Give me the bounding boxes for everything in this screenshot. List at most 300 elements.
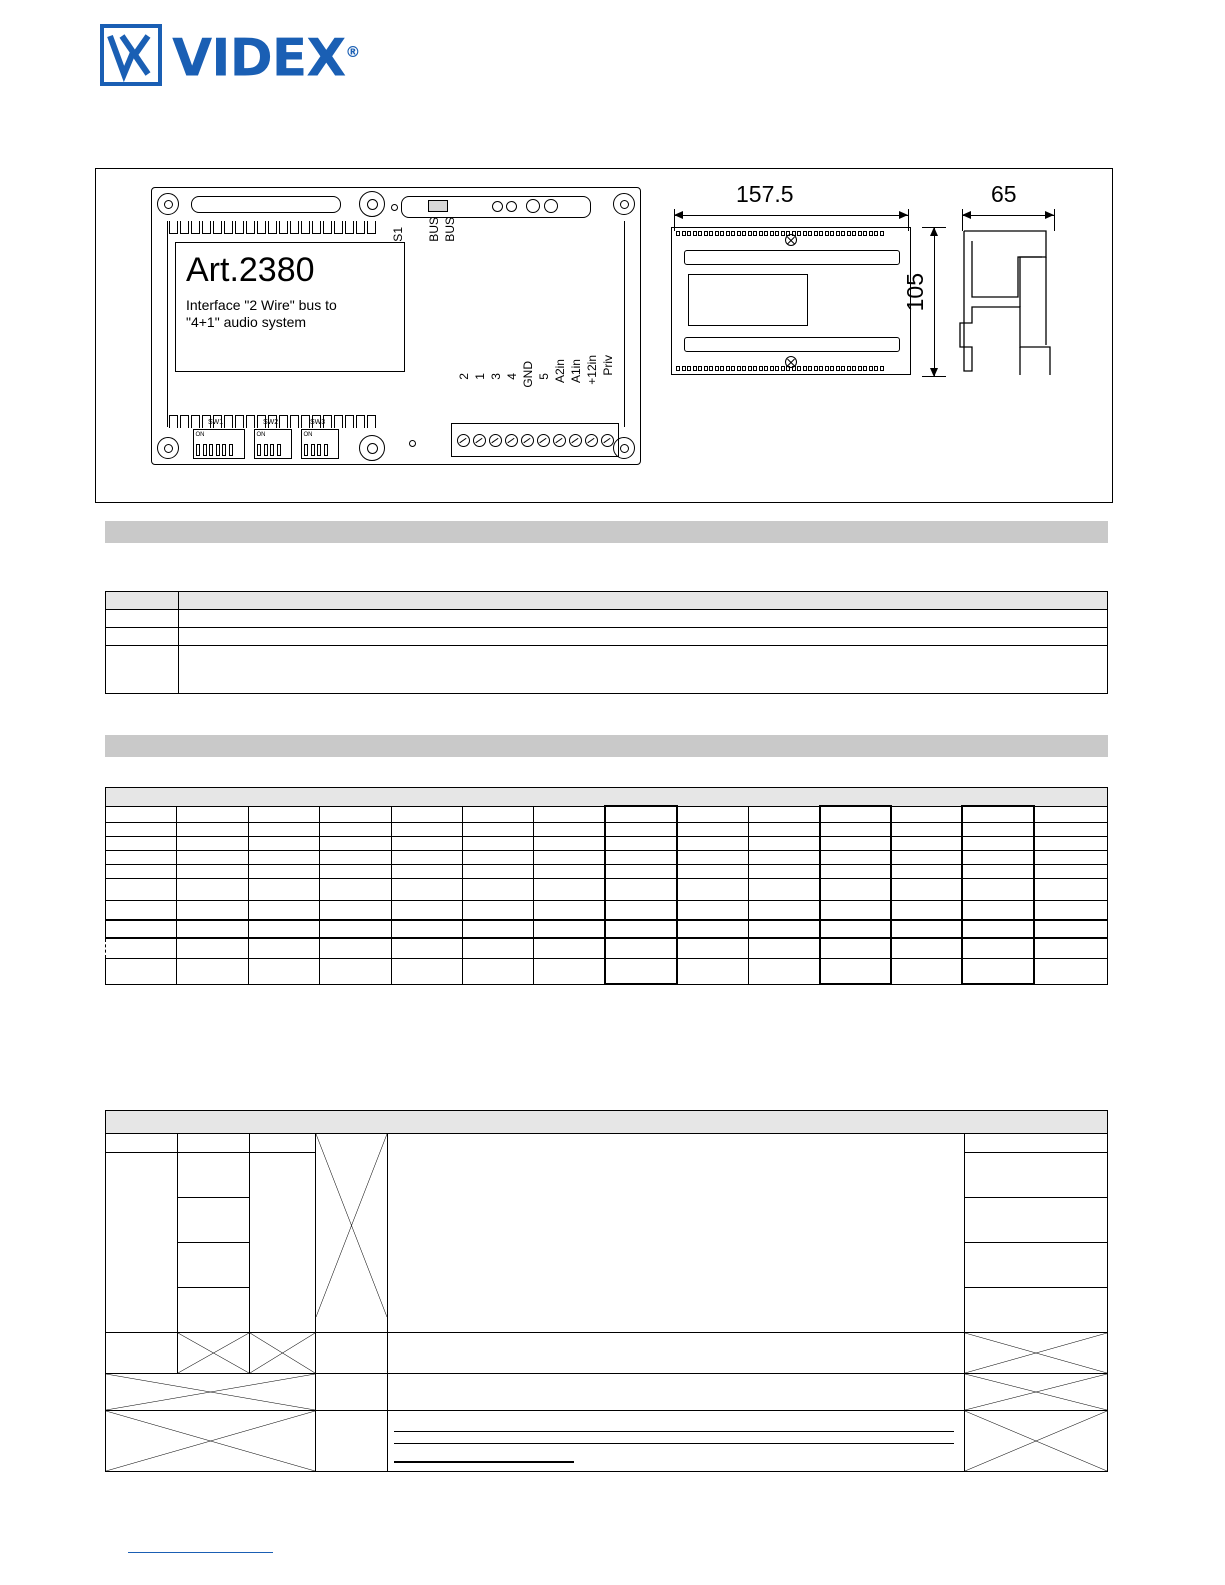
label-bus-top: BUS bbox=[427, 217, 441, 242]
table-cell bbox=[463, 850, 534, 864]
terminal-screw-icon bbox=[553, 434, 566, 447]
table-subheader-row bbox=[106, 806, 1108, 822]
dimension-width-value: 157.5 bbox=[736, 181, 794, 207]
table-cell-highlight bbox=[820, 938, 891, 958]
table-cell-highlight bbox=[962, 836, 1033, 850]
table-cell bbox=[748, 836, 819, 850]
table-cell bbox=[1034, 806, 1108, 822]
table-cell-crossed bbox=[250, 1333, 316, 1374]
table-cell bbox=[748, 900, 819, 920]
table-cell bbox=[677, 836, 748, 850]
table-cell bbox=[391, 864, 462, 878]
terminal-label-1: 1 bbox=[473, 373, 487, 380]
table-cell bbox=[891, 920, 962, 938]
table-cell-crossed bbox=[965, 1333, 1108, 1374]
dip-on-label: ON bbox=[256, 431, 266, 438]
table-cell bbox=[178, 1288, 250, 1333]
terminal-label-2: 2 bbox=[457, 373, 471, 380]
text-rule-bold bbox=[394, 1461, 574, 1463]
pin-row-bottom bbox=[676, 366, 884, 371]
table-row bbox=[106, 1374, 1108, 1411]
table-cell bbox=[178, 1134, 250, 1153]
terminal-label-a1in: A1in bbox=[569, 359, 583, 384]
table-cell bbox=[748, 864, 819, 878]
table-row-dashed bbox=[106, 938, 1108, 958]
dip-levers[interactable] bbox=[304, 444, 328, 456]
terminal-hole-icon bbox=[544, 199, 558, 213]
table-cell bbox=[677, 920, 748, 938]
table-cell bbox=[463, 920, 534, 938]
table-cell bbox=[106, 1134, 178, 1153]
table-cell-description bbox=[388, 1333, 965, 1374]
table-cell-highlight bbox=[820, 864, 891, 878]
table-cell bbox=[677, 878, 748, 900]
table-cell bbox=[391, 938, 462, 958]
table-cell bbox=[391, 958, 462, 984]
terminal-screw-icon bbox=[457, 434, 470, 447]
table-cell bbox=[891, 864, 962, 878]
table-row bbox=[106, 864, 1108, 878]
screw-icon bbox=[157, 193, 179, 215]
table-row bbox=[106, 900, 1108, 920]
table-cell-highlight bbox=[820, 920, 891, 938]
table-row bbox=[106, 1134, 1108, 1153]
table-cell bbox=[1034, 836, 1108, 850]
dip-switch-sw3-label: SW3 bbox=[310, 419, 326, 426]
table-cell bbox=[534, 900, 605, 920]
dip-switch-sw1-label: SW1 bbox=[208, 419, 224, 426]
table-cell-crossed bbox=[178, 1333, 250, 1374]
table-cell bbox=[748, 958, 819, 984]
table-cell bbox=[677, 850, 748, 864]
table-cell bbox=[463, 836, 534, 850]
table-cell bbox=[534, 878, 605, 900]
jumper-block bbox=[428, 200, 448, 212]
vent-slot bbox=[191, 196, 341, 213]
screw-icon bbox=[613, 193, 635, 215]
table-cell bbox=[177, 836, 248, 850]
table-cell bbox=[891, 806, 962, 822]
screw-icon bbox=[785, 356, 797, 368]
table-cell bbox=[106, 938, 177, 958]
dimension-line-height bbox=[934, 227, 935, 377]
table-cell bbox=[534, 836, 605, 850]
table-cell-crossed bbox=[106, 1411, 316, 1472]
table-cell-highlight bbox=[962, 958, 1033, 984]
dip-switch-sw2[interactable] bbox=[254, 419, 292, 459]
crossed-out-region bbox=[965, 1411, 1107, 1471]
table-cell bbox=[534, 938, 605, 958]
product-description-line1: Interface "2 Wire" bus to bbox=[186, 297, 337, 313]
table-cell-highlight bbox=[962, 900, 1033, 920]
product-label bbox=[175, 242, 405, 372]
table-cell bbox=[1034, 878, 1108, 900]
table-cell bbox=[1034, 850, 1108, 864]
table-cell bbox=[320, 938, 391, 958]
table-cell bbox=[534, 806, 605, 822]
table-cell-highlight bbox=[605, 850, 676, 864]
table-cell bbox=[677, 958, 748, 984]
table-cell-highlight bbox=[820, 958, 891, 984]
table-cell-highlight bbox=[605, 900, 676, 920]
table-cell bbox=[320, 900, 391, 920]
product-figure-box bbox=[95, 168, 1113, 503]
table-cell-value bbox=[965, 1153, 1108, 1198]
table-cell bbox=[320, 850, 391, 864]
table-row-emphasis bbox=[106, 920, 1108, 938]
table-cell bbox=[891, 822, 962, 836]
table-cell bbox=[677, 900, 748, 920]
table-cell-crossed bbox=[316, 1134, 388, 1333]
table-cell-highlight bbox=[820, 878, 891, 900]
dimension-arrow-up bbox=[930, 227, 938, 236]
table-header-row bbox=[106, 1111, 1108, 1134]
table-cell-highlight bbox=[605, 864, 676, 878]
table-cell bbox=[391, 806, 462, 822]
table-cell bbox=[748, 938, 819, 958]
dip-on-label: ON bbox=[303, 431, 313, 438]
housing-rail-top bbox=[684, 250, 900, 265]
crossed-out-region bbox=[106, 1411, 315, 1471]
table-cell-value bbox=[179, 628, 1108, 646]
terminal-screw-icon bbox=[505, 434, 518, 447]
table-cell bbox=[106, 900, 177, 920]
table-cell bbox=[463, 822, 534, 836]
table-cell bbox=[463, 864, 534, 878]
module-front-view bbox=[151, 187, 641, 465]
table-cell bbox=[891, 900, 962, 920]
mounting-hole-icon bbox=[359, 191, 385, 217]
table-cell bbox=[748, 878, 819, 900]
dimension-front-view bbox=[671, 227, 911, 375]
table-cell bbox=[748, 850, 819, 864]
table-cell bbox=[106, 836, 177, 850]
table-cell-highlight bbox=[962, 822, 1033, 836]
table-cell bbox=[248, 920, 319, 938]
terminal-label-gnd: GND bbox=[521, 361, 535, 388]
terminal-screw-icon bbox=[473, 434, 486, 447]
text-rule bbox=[394, 1431, 954, 1432]
table-cell bbox=[316, 1333, 388, 1374]
table-cell bbox=[748, 822, 819, 836]
terminal-label-12in: +12in bbox=[585, 355, 599, 385]
table-cell bbox=[320, 958, 391, 984]
table-header-row bbox=[106, 592, 1108, 610]
dip-switch-sw3[interactable] bbox=[301, 419, 339, 459]
connector-slot bbox=[401, 196, 591, 218]
dimension-arrow-right bbox=[899, 211, 908, 219]
table-cell bbox=[248, 850, 319, 864]
table-cell bbox=[891, 938, 962, 958]
table-cell-highlight bbox=[820, 900, 891, 920]
table-cell bbox=[177, 920, 248, 938]
table-cell-highlight bbox=[820, 836, 891, 850]
mounting-hole-icon bbox=[359, 435, 385, 461]
screw-icon bbox=[157, 437, 179, 459]
dimension-line-width bbox=[674, 215, 908, 216]
table-cell-highlight bbox=[605, 938, 676, 958]
terminal-label-priv: Priv bbox=[601, 355, 615, 376]
table-cell bbox=[1034, 864, 1108, 878]
text-rule bbox=[394, 1443, 954, 1444]
table-cell bbox=[463, 878, 534, 900]
table-cell bbox=[391, 920, 462, 938]
table-cell bbox=[106, 920, 177, 938]
table-cell bbox=[316, 1411, 388, 1472]
table-cell bbox=[320, 864, 391, 878]
table-cell bbox=[1034, 958, 1108, 984]
table-header-cell bbox=[106, 1111, 1108, 1134]
dip-switch-sw1[interactable] bbox=[193, 419, 245, 459]
table-row bbox=[106, 628, 1108, 646]
brand-name-text: VIDEX bbox=[172, 28, 346, 89]
table-cell bbox=[534, 822, 605, 836]
crossed-out-region bbox=[316, 1134, 387, 1317]
table-cell bbox=[320, 878, 391, 900]
crossed-out-region bbox=[250, 1333, 315, 1373]
technical-matrix-table bbox=[105, 787, 1108, 985]
terminal-screw-icon bbox=[521, 434, 534, 447]
table-cell bbox=[391, 878, 462, 900]
table-cell-highlight bbox=[962, 878, 1033, 900]
table-cell-description bbox=[388, 1374, 965, 1411]
table-cell bbox=[1034, 822, 1108, 836]
table-cell-highlight bbox=[820, 806, 891, 822]
section-heading-bar-2 bbox=[105, 735, 1108, 757]
table-cell bbox=[178, 1153, 250, 1198]
table-cell bbox=[248, 806, 319, 822]
table-row bbox=[106, 646, 1108, 694]
dip-levers[interactable] bbox=[257, 444, 281, 456]
table-cell bbox=[248, 822, 319, 836]
dimension-arrow-left bbox=[674, 211, 683, 219]
dip-switch-group bbox=[193, 419, 339, 459]
terminal-screw-icon bbox=[601, 434, 614, 447]
label-bus-bottom: BUS bbox=[443, 217, 457, 242]
table-cell-highlight bbox=[605, 822, 676, 836]
dimension-height-value: 105 bbox=[902, 273, 928, 312]
table-row bbox=[106, 822, 1108, 836]
table-cell bbox=[320, 822, 391, 836]
table-cell bbox=[248, 878, 319, 900]
table-cell bbox=[891, 850, 962, 864]
table-cell-key bbox=[106, 628, 179, 646]
terminal-label-3: 3 bbox=[489, 373, 503, 380]
table-cell bbox=[106, 864, 177, 878]
terminal-label-a2in: A2in bbox=[553, 359, 567, 384]
dimension-arrow-left bbox=[962, 211, 971, 219]
table-cell-highlight bbox=[605, 958, 676, 984]
table-row-dashed bbox=[106, 878, 1108, 900]
table-cell bbox=[178, 1198, 250, 1243]
crossed-out-region bbox=[965, 1374, 1107, 1410]
table-cell bbox=[891, 958, 962, 984]
label-s1: S1 bbox=[391, 227, 405, 242]
dimension-tick bbox=[908, 209, 909, 231]
dimension-side-view bbox=[958, 227, 1054, 375]
table-cell-crossed bbox=[965, 1374, 1108, 1411]
dimension-tick bbox=[962, 209, 963, 231]
table-cell-description bbox=[388, 1411, 965, 1472]
table-row bbox=[106, 958, 1108, 984]
table-cell bbox=[677, 822, 748, 836]
housing-rail-bottom bbox=[684, 337, 900, 352]
brand-name bbox=[172, 24, 360, 89]
table-cell bbox=[320, 806, 391, 822]
table-row bbox=[106, 610, 1108, 628]
dimension-tick bbox=[1054, 209, 1055, 231]
table-cell bbox=[177, 958, 248, 984]
table-cell bbox=[178, 1243, 250, 1288]
table-cell-highlight bbox=[962, 864, 1033, 878]
table-cell bbox=[177, 864, 248, 878]
table-cell bbox=[177, 900, 248, 920]
table-cell-highlight bbox=[820, 822, 891, 836]
product-code: Art.2380 bbox=[186, 251, 315, 289]
crossed-out-region bbox=[178, 1333, 249, 1373]
brand-logo bbox=[100, 24, 360, 89]
table-cell bbox=[248, 836, 319, 850]
terminal-screw-icon bbox=[585, 434, 598, 447]
crossed-out-region bbox=[965, 1333, 1107, 1373]
led-indicator-icon bbox=[391, 204, 398, 211]
pin-header-top bbox=[169, 221, 376, 234]
table-header-cell bbox=[106, 592, 179, 610]
table-cell bbox=[316, 1374, 388, 1411]
table-row bbox=[106, 850, 1108, 864]
dimension-depth-value: 65 bbox=[991, 181, 1017, 207]
table-cell bbox=[463, 806, 534, 822]
table-header-cell bbox=[179, 592, 1108, 610]
table-cell-crossed bbox=[106, 1374, 316, 1411]
table-cell bbox=[534, 850, 605, 864]
table-cell bbox=[248, 864, 319, 878]
table-cell bbox=[891, 878, 962, 900]
terminal-screw-icon bbox=[489, 434, 502, 447]
table-cell-highlight bbox=[605, 878, 676, 900]
table-cell-highlight bbox=[605, 806, 676, 822]
footer-link[interactable] bbox=[128, 1552, 273, 1553]
table-cell bbox=[248, 938, 319, 958]
table-cell bbox=[463, 958, 534, 984]
table-row bbox=[106, 1411, 1108, 1472]
videx-v-logo-icon bbox=[100, 24, 162, 86]
table-cell bbox=[391, 850, 462, 864]
table-cell bbox=[250, 1134, 316, 1153]
table-cell-key bbox=[106, 610, 179, 628]
table-cell-value bbox=[179, 610, 1108, 628]
table-cell bbox=[677, 806, 748, 822]
table-cell-highlight bbox=[962, 938, 1033, 958]
table-cell-highlight bbox=[962, 806, 1033, 822]
table-cell-crossed bbox=[965, 1411, 1108, 1472]
terminal-hole-icon bbox=[526, 199, 540, 213]
dimension-tick bbox=[674, 209, 675, 231]
table-row bbox=[106, 836, 1108, 850]
registered-mark: ® bbox=[345, 43, 360, 61]
dimension-tick bbox=[922, 376, 946, 377]
table-cell bbox=[1034, 938, 1108, 958]
pin-row-top bbox=[676, 231, 884, 236]
terminal-screw-icon bbox=[569, 434, 582, 447]
table-cell bbox=[106, 1153, 178, 1333]
table-cell-highlight bbox=[820, 850, 891, 864]
screw-icon bbox=[785, 234, 797, 246]
table-cell-highlight bbox=[962, 850, 1033, 864]
table-cell bbox=[534, 920, 605, 938]
table-cell bbox=[320, 920, 391, 938]
table-cell bbox=[106, 878, 177, 900]
table-cell bbox=[534, 958, 605, 984]
table-cell bbox=[391, 822, 462, 836]
table-cell bbox=[106, 958, 177, 984]
table-cell bbox=[177, 938, 248, 958]
table-cell bbox=[1034, 900, 1108, 920]
table-cell bbox=[748, 806, 819, 822]
table-cell bbox=[250, 1153, 316, 1333]
product-description-line2: "4+1" audio system bbox=[186, 314, 307, 330]
table-cell bbox=[463, 900, 534, 920]
dip-switch-sw2-label: SW2 bbox=[263, 419, 279, 426]
table-cell bbox=[177, 878, 248, 900]
terminal-label-5: 5 bbox=[537, 373, 551, 380]
table-cell bbox=[177, 806, 248, 822]
table-cell-value bbox=[965, 1288, 1108, 1333]
table-cell bbox=[891, 836, 962, 850]
features-table bbox=[105, 591, 1108, 694]
table-cell-highlight bbox=[605, 920, 676, 938]
terminal-screw-icon bbox=[537, 434, 550, 447]
table-cell-key bbox=[106, 646, 179, 694]
table-cell-highlight bbox=[962, 920, 1033, 938]
table-cell-value bbox=[965, 1134, 1108, 1153]
table-cell-value bbox=[965, 1198, 1108, 1243]
table-cell bbox=[391, 836, 462, 850]
table-cell bbox=[248, 958, 319, 984]
table-cell bbox=[106, 850, 177, 864]
crossed-out-region bbox=[106, 1374, 315, 1410]
table-header-cell bbox=[106, 788, 1108, 807]
led-indicator-icon bbox=[409, 440, 416, 447]
dimension-arrow-right bbox=[1045, 211, 1054, 219]
table-header-row bbox=[106, 788, 1108, 807]
table-cell bbox=[320, 836, 391, 850]
settings-table bbox=[105, 1110, 1108, 1472]
dimension-line-depth bbox=[962, 215, 1054, 216]
table-cell bbox=[391, 900, 462, 920]
table-cell bbox=[677, 938, 748, 958]
table-cell-highlight bbox=[605, 836, 676, 850]
terminal-hole-icon bbox=[492, 201, 503, 212]
dimension-tick bbox=[922, 227, 946, 228]
label-window bbox=[688, 274, 808, 326]
table-cell-description bbox=[388, 1134, 965, 1333]
dip-on-label: ON bbox=[195, 431, 205, 438]
section-heading-bar-1 bbox=[105, 521, 1108, 543]
table-cell bbox=[1034, 920, 1108, 938]
terminal-hole-icon bbox=[506, 201, 517, 212]
table-cell-value bbox=[179, 646, 1108, 694]
dip-levers[interactable] bbox=[196, 444, 233, 456]
terminal-strip bbox=[451, 423, 619, 457]
table-cell bbox=[177, 850, 248, 864]
table-cell bbox=[748, 920, 819, 938]
table-cell bbox=[677, 864, 748, 878]
table-cell bbox=[177, 822, 248, 836]
table-cell bbox=[106, 806, 177, 822]
terminal-label-4: 4 bbox=[505, 373, 519, 380]
table-cell bbox=[463, 938, 534, 958]
